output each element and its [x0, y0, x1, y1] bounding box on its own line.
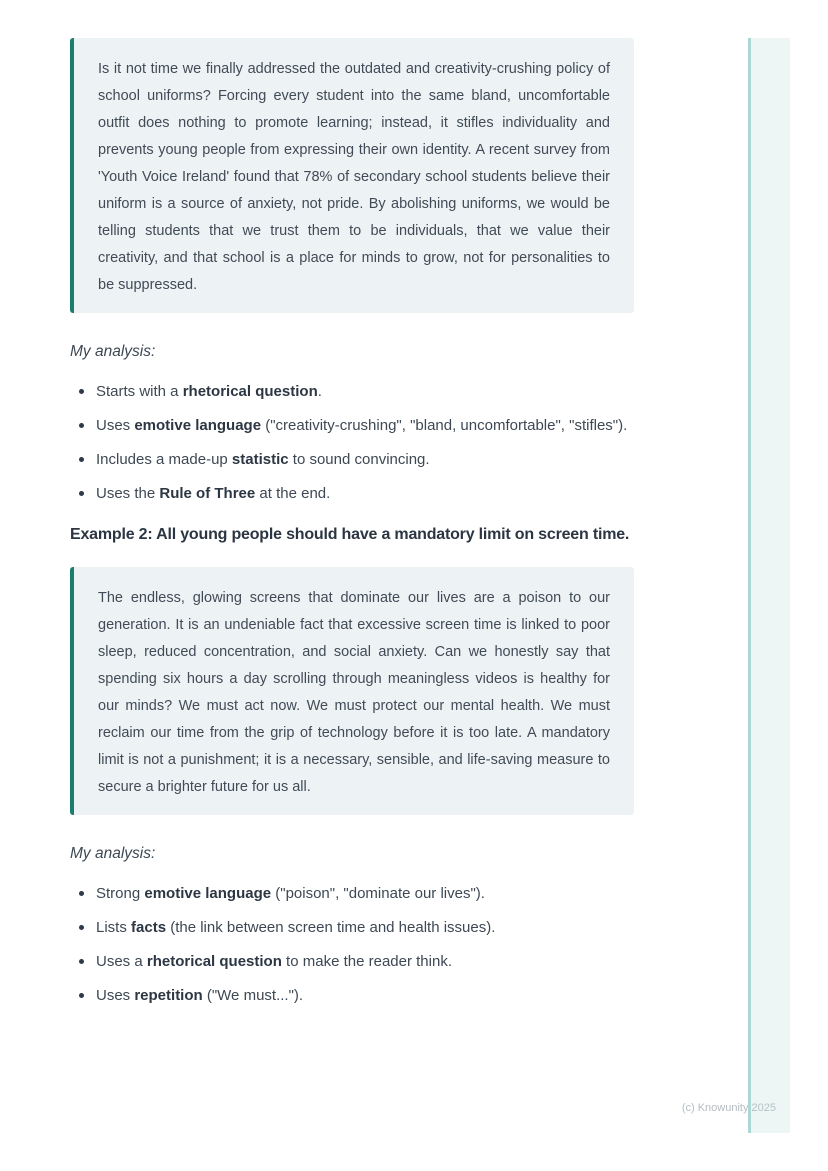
quote-block-screen-time	[70, 567, 634, 815]
text-segment: at the end.	[255, 485, 331, 502]
analysis-bullet	[70, 949, 634, 975]
text-segment: Strong	[96, 885, 145, 902]
document-body	[70, 0, 634, 1017]
bold-term: Rule of Three	[159, 485, 256, 502]
analysis-bullet	[70, 481, 634, 507]
next-page-edge-strip	[748, 38, 790, 1133]
text-segment: Includes a made-up	[96, 451, 232, 468]
quote-text: Is it not time we finally addressed the outdated and creativity-crushing policy of school uniforms? Forcing every student into the same bland, uncomfortable outfit does nothing to promote learning; instead, it stifles individuality and prevents young people from expressing their own identity. A recent survey from 'Youth Voice Ireland' found that 78% of secondary school students believe their uniform is a source of anxiety, not pride. By abolishing uniforms, we would be telling students that we trust them to be individuals, that we value their creativity, and that school is a place for minds to grow, not for personalities to be suppressed.	[98, 61, 610, 293]
text-segment: to sound convincing.	[288, 451, 430, 468]
bold-term: rhetorical question	[146, 953, 282, 970]
bold-term: emotive language	[144, 885, 272, 902]
text-segment: Lists	[96, 919, 132, 936]
analysis-bullet	[70, 413, 634, 439]
bold-term: statistic	[231, 451, 289, 468]
bold-term: rhetorical question	[182, 383, 318, 400]
quote-text: The endless, glowing screens that dominate our lives are a poison to our generation. It is an undeniable fact that excessive screen time is linked to poor sleep, reduced concentration, and social anxiety. Can we honestly say that spending six hours a day scrolling through meaningless videos is healthy for our minds? We must act now. We must protect our mental health. We must reclaim our time from the grip of technology before it is too late. A mandatory limit is not a punishment; it is a necessary, sensible, and life-saving measure to secure a brighter future for us all.	[98, 590, 610, 795]
analysis-bullet	[70, 915, 634, 941]
copyright-watermark: (c) Knowunity 2025	[681, 1102, 776, 1114]
text-segment: to make the reader think.	[281, 953, 452, 970]
text-segment: Uses	[96, 417, 135, 434]
analysis-list-2	[70, 881, 634, 1009]
text-segment: Uses the	[96, 485, 160, 502]
text-segment: ("We must...").	[202, 987, 304, 1004]
example-2-heading: Example 2: All young people should have a mandatory limit on screen time.	[70, 526, 630, 543]
analysis-label: My analysis:	[70, 845, 156, 862]
analysis-bullet	[70, 881, 634, 907]
text-segment: .	[317, 383, 322, 400]
text-segment: Starts with a	[96, 383, 183, 400]
text-segment: (the link between screen time and health issues).	[166, 919, 496, 936]
quote-block-uniforms	[70, 38, 634, 313]
text-segment: ("creativity-crushing", "bland, uncomfortable", "stifles").	[261, 417, 628, 434]
text-segment: Uses a	[96, 953, 147, 970]
analysis-list-1	[70, 379, 634, 507]
text-segment: ("poison", "dominate our lives").	[271, 885, 485, 902]
analysis-bullet	[70, 447, 634, 473]
analysis-bullet	[70, 379, 634, 405]
analysis-label: My analysis:	[70, 343, 156, 360]
analysis-bullet	[70, 983, 634, 1009]
bold-term: facts	[131, 919, 167, 936]
bold-term: emotive language	[134, 417, 262, 434]
text-segment: Uses	[96, 987, 135, 1004]
bold-term: repetition	[134, 987, 203, 1004]
